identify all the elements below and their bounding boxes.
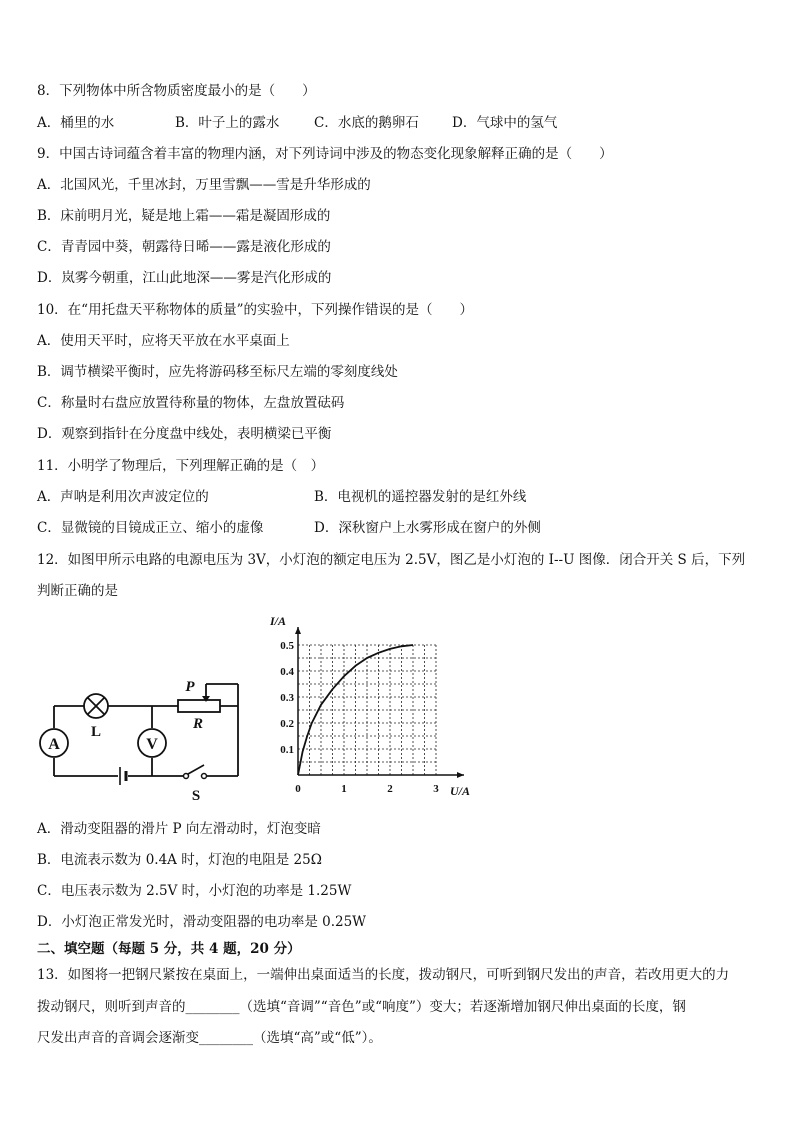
switch-icon [184,774,189,779]
q10-stem: 10．在“用托盘天平称物体的质量”的实验中，下列操作错误的是（ ） [37,302,473,318]
y-tick-label: 0.5 [280,640,294,652]
y-tick-label: 0.1 [280,744,294,756]
y-tick-label: 0.3 [280,692,294,704]
q12-stem-line1: 12．如图甲所示电路的电源电压为 3V，小灯泡的额定电压为 2.5V，图乙是小灯泡的 I--U 图像．闭合开关 S 后，下列 [37,552,746,568]
x-axis-label: U/A [450,784,471,798]
q11-option-a: A．声呐是利用次声波定位的 [37,489,209,505]
q11-option-d: D．深秋窗户上水雾形成在窗户的外侧 [314,520,541,536]
q13-line3: 尺发出声音的音调会逐渐变________（选填“高”或“低”）。 [37,1030,382,1046]
y-tick-label: 0.4 [280,666,294,678]
circuit-diagram [36,676,246,806]
q12-option-d: D．小灯泡正常发光时，滑动变阻器的电功率是 0.25W [37,914,367,930]
y-tick-label: 0.2 [280,718,294,730]
q9-option-a: A．北国风光，千里冰封，万里雪飘——雪是升华形成的 [37,177,371,193]
rheostat-label: R [192,716,204,732]
q8-option-c: C．水底的鹅卵石 [314,115,419,131]
section-heading: 二、填空题（每题 5 分，共 4 题，20 分） [37,941,301,957]
voltmeter-label: V [146,736,158,753]
y-axis-label: I/A [270,615,287,628]
q9-option-b: B．床前明月光，疑是地上霜——霜是凝固形成的 [37,208,331,224]
ammeter-label: A [48,736,60,753]
q11-option-c: C．显微镜的目镜成正立、缩小的虚像 [37,520,264,536]
q9-stem: 9．中国古诗词蕴含着丰富的物理内涵，对下列诗词中涉及的物态变化现象解释正确的是（ ） [37,146,613,162]
slider-label: P [185,679,195,695]
q10-option-d: D．观察到指针在分度盘中线处，表明横梁已平衡 [37,426,332,442]
rheostat-box [178,700,220,712]
q12-option-a: A．滑动变阻器的滑片 P 向左滑动时，灯泡变暗 [37,821,321,837]
q8-option-d: D．气球中的氢气 [452,115,558,131]
switch-label: S [191,788,201,804]
y-axis-arrow [295,627,301,634]
q12-option-c: C．电压表示数为 2.5V 时，小灯泡的功率是 1.25W [37,883,352,899]
q8-option-a: A．桶里的水 [37,115,115,131]
x-tick-label: 1 [341,783,347,795]
q12-stem-line2: 判断正确的是 [37,583,118,599]
iu-graph [266,615,476,800]
q11-stem: 11．小明学了物理后，下列理解正确的是（ ） [37,458,325,474]
q10-option-a: A．使用天平时，应将天平放在水平桌面上 [37,333,290,349]
q8-option-b: B．叶子上的露水 [175,115,280,131]
lamp-label: L [90,724,102,740]
x-tick-label: 3 [433,783,439,795]
q13-line1: 13．如图将一把钢尺紧按在桌面上，一端伸出桌面适当的长度，拨动钢尺，可听到钢尺发出的声音，若改用更大的力 [37,967,730,983]
x-axis-arrow [457,772,464,778]
q12-option-b: B．电流表示数为 0.4A 时，灯泡的电阻是 25Ω [37,852,322,868]
q9-option-c: C．青青园中葵，朝露待日晞——露是液化形成的 [37,239,331,255]
q11-option-b: B．电视机的遥控器发射的是红外线 [314,489,527,505]
q9-option-d: D．岚雾今朝重，江山此地深——雾是汽化形成的 [37,270,332,286]
q8-stem: 8．下列物体中所含物质密度最小的是（ ） [37,83,316,99]
x-tick-label: 2 [387,783,393,795]
q13-line2: 拨动钢尺，则听到声音的________（选填“音调”“音色”或“响度”）变大；若逐渐增加钢尺伸出桌面的长度，钢 [37,999,686,1015]
q10-option-b: B．调节横梁平衡时，应先将游码移至标尺左端的零刻度线处 [37,364,398,380]
x-tick-label: 0 [295,783,301,795]
q10-option-c: C．称量时右盘应放置待称量的物体，左盘放置砝码 [37,395,345,411]
